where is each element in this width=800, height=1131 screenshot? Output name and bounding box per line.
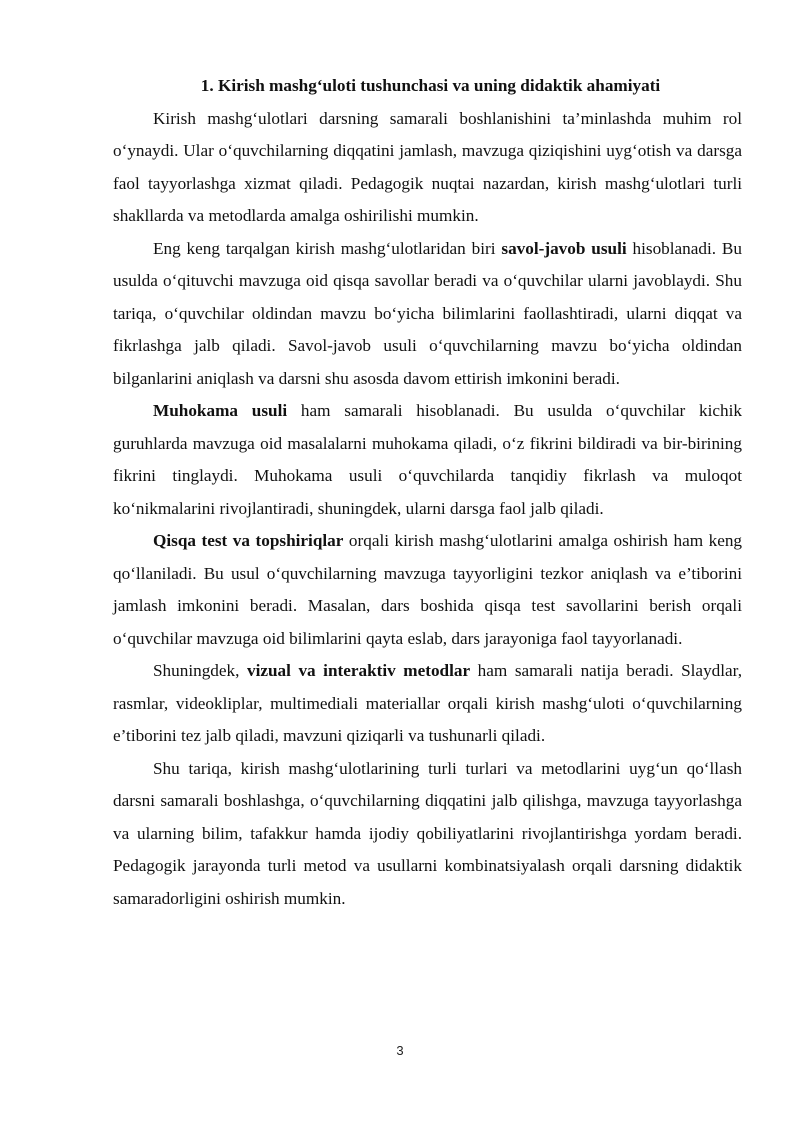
bold-term: vizual va interaktiv metodlar	[246, 661, 471, 680]
paragraph-qisqa-test	[113, 525, 742, 655]
paragraph-savol-javob	[113, 233, 742, 396]
paragraph-vizual	[113, 655, 742, 753]
bold-term: Muhokama usuli	[153, 401, 288, 420]
paragraph-text-after: hisoblanadi. Bu usulda o‘qituvchi mavzuga oid qisqa savollar beradi va o‘quvchilar ularni javoblaydi. Shu tariqa, o‘quvchilar oldindan mavzu bo‘yicha bilimlarini faollashtiradi, ularni diqqat va fikrlashga jalb qiladi. Savol-javob usuli o‘quvchilarning mavzu bo‘yicha oldindan bilganlarini aniqlash va darsni shu asosda davom ettirish imkonini beradi.	[113, 238, 742, 388]
paragraph-text-before: Shuningdek,	[153, 661, 247, 680]
paragraph-text: Kirish mashg‘ulotlari darsning samarali boshlanishini ta’minlashda muhim rol o‘ynaydi. Ular o‘quvchilarning diqqatini jamlash, mavzuga qiziqishini uyg‘otish va darsga faol tayyorlashga xizmat qiladi. Pedagogik nuqtai nazardan, kirish mashg‘ulotlari turli shakllarda va metodlarda amalga oshirilishi mumkin.	[113, 108, 742, 225]
paragraph-intro	[113, 103, 742, 233]
paragraph-text-before: Eng keng tarqalgan kirish mashg‘ulotlaridan biri	[153, 238, 502, 258]
paragraph-text-after: orqali kirish mashg‘ulotlarini amalga oshirish ham keng qo‘llaniladi. Bu usul o‘quvchilarning mavzuga tayyorligini tezkor aniqlash va e’tiborini jamlash imkonini beradi. Masalan, dars boshida qisqa test savollarini berish orqali o‘quvchilar mavzuga oid bilimlarini qayta eslab, dars jarayoniga faol tayyorlanadi.	[113, 531, 743, 648]
paragraph-text-after: ham samarali hisoblanadi. Bu usulda o‘quvchilar kichik guruhlarda mavzuga oid masalalarni muhokama qiladi, o‘z fikrini bildiradi va bir-birining fikrini tinglaydi. Muhokama usuli o‘quvchilarda tanqidiy fikrlash va muloqot ko‘nikmalarini rivojlantiradi, shuningdek, ularni darsga faol jalb qiladi.	[113, 401, 743, 518]
paragraph-muhokama	[113, 395, 742, 525]
bold-term: Qisqa test va topshiriqlar	[153, 531, 344, 550]
section-heading: 1. Kirish mashg‘uloti tushunchasi va uning didaktik ahamiyati	[200, 76, 661, 95]
bold-term: savol-javob usuli	[501, 238, 627, 258]
paragraph-text: Shu tariqa, kirish mashg‘ulotlarining turli turlari va metodlarini uyg‘un qo‘llash darsni samarali boshlashga, o‘quvchilarning diqqatini jalb qilishga, mavzuga tayyorlashga va ularning bilim, tafakkur hamda ijodiy qobiliyatlarini rivojlantirishga yordam beradi. Pedagogik jarayonda turli metod va usullarni kombinatsiyalash orqali darsning didaktik samaradorligini oshirish mumkin.	[113, 758, 742, 908]
document-page	[113, 70, 742, 915]
paragraph-text-after: ham samarali natija beradi. Slaydlar, rasmlar, videokliplar, multimediali materiallar orqali kirish mashg‘uloti o‘quvchilarning e’tiborini tez jalb qiladi, mavzuni qiziqarli va tushunarli qiladi.	[113, 661, 742, 745]
page-number: 3	[396, 1043, 404, 1058]
paragraph-conclusion	[113, 753, 742, 916]
